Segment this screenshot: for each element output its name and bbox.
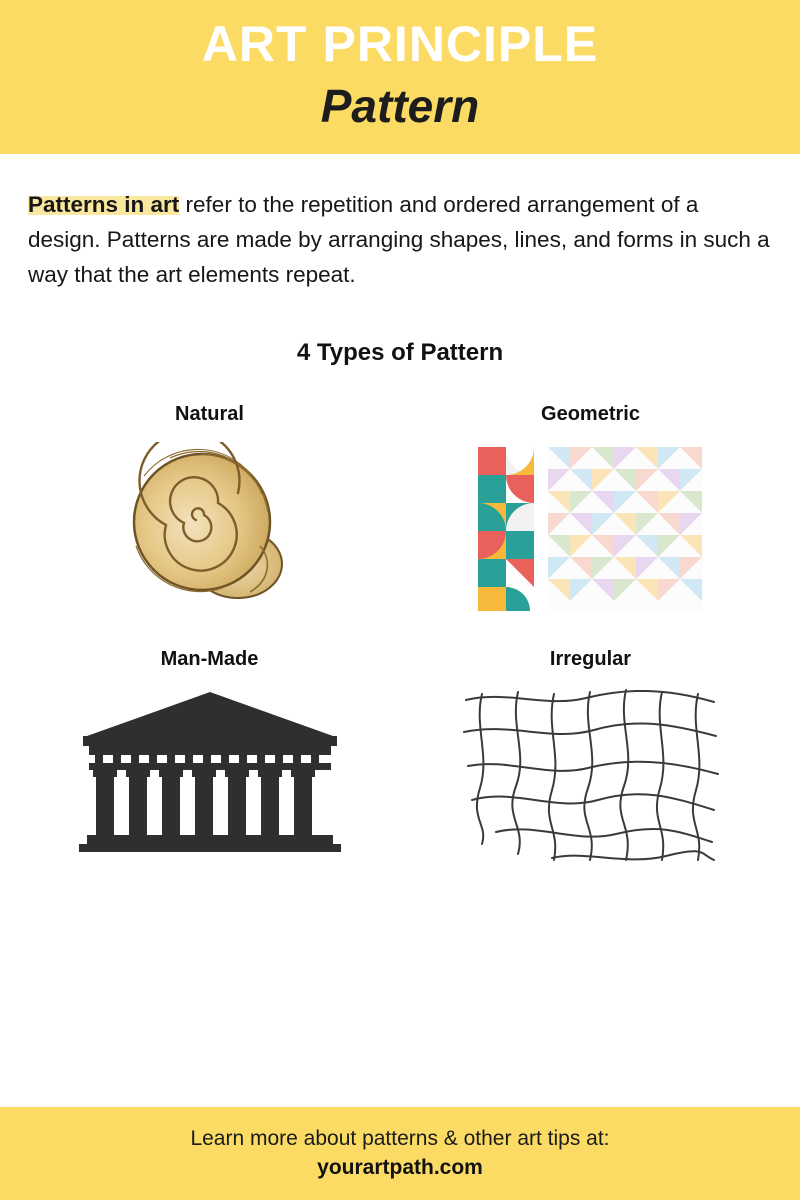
footer-tagline: Learn more about patterns & other art tips at: — [190, 1126, 610, 1150]
pattern-type-geometric — [405, 403, 776, 624]
pattern-type-natural — [24, 403, 395, 624]
pattern-type-man-made — [24, 648, 395, 869]
snail-shell-icon — [24, 434, 395, 624]
pattern-type-label: Man-Made — [160, 648, 259, 671]
footer-website-link[interactable]: yourartpath.com — [317, 1156, 483, 1179]
greek-temple-icon — [24, 679, 395, 869]
pattern-type-label: Irregular — [549, 648, 632, 671]
intro-highlight: Patterns in art — [28, 192, 180, 218]
pattern-type-irregular — [405, 648, 776, 869]
pattern-type-label: Geometric — [541, 403, 640, 426]
section-heading-text: 4 Types of Pattern — [296, 339, 504, 367]
intro-rest: refer to the repetition and ordered arrangement of a design. Patterns are made by arranging shapes, lines, and forms in such a way that the art elements repeat. — [28, 192, 770, 288]
footer-banner — [0, 1107, 800, 1200]
irregular-grid-icon — [405, 679, 776, 869]
pattern-types-grid — [24, 403, 776, 869]
geometric-pattern-icon — [405, 434, 776, 624]
page-subtitle: Pattern — [320, 79, 480, 132]
page-title: ART PRINCIPLE — [201, 16, 599, 72]
header-banner — [0, 0, 800, 154]
pattern-type-label: Natural — [175, 403, 244, 426]
section-heading-wrap — [24, 339, 776, 367]
intro-paragraph — [24, 188, 776, 293]
section-heading — [283, 339, 517, 367]
